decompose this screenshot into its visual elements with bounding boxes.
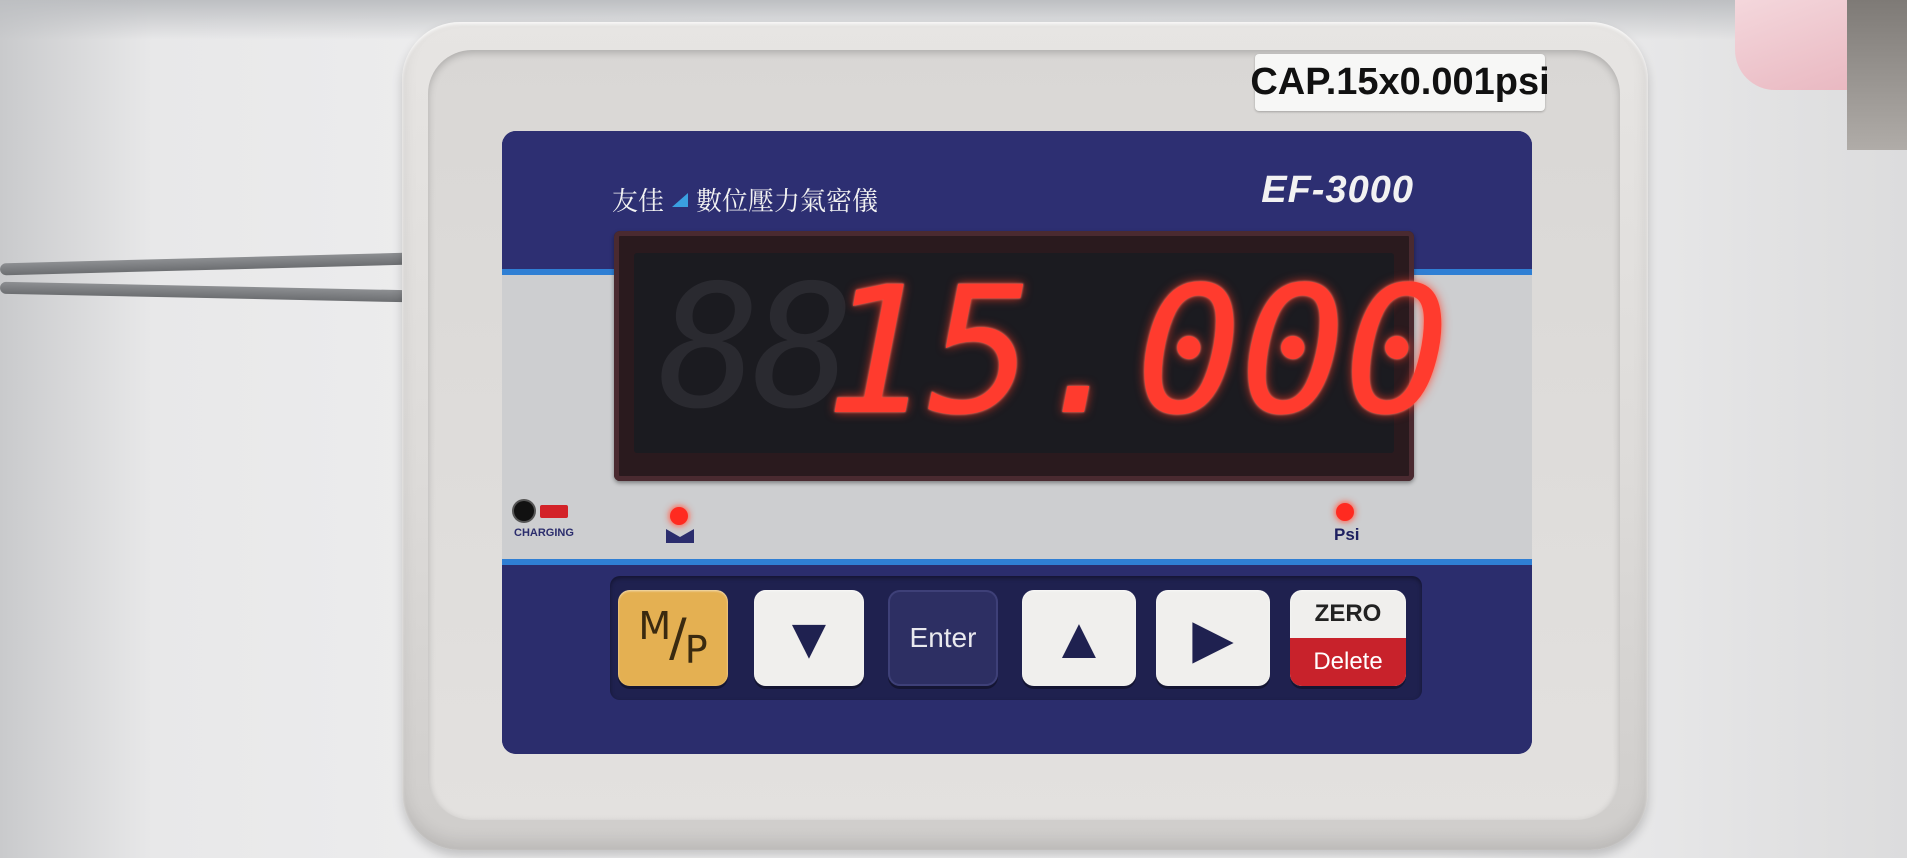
device-title: 數位壓力氣密儀 [696,187,879,217]
cable-1 [0,253,410,276]
zero-delete-button[interactable] [1290,590,1406,686]
battery-icon [540,505,568,518]
enter-label: Enter [909,622,977,653]
stable-led [670,507,688,525]
zero-label: ZERO [1314,600,1382,627]
enter-button[interactable] [888,590,998,686]
model-number: EF-3000 [1261,169,1414,211]
brand-logo-icon [672,193,688,207]
capacity-label: CAP.15x0.001psi [1255,54,1545,111]
cable-2 [0,282,410,303]
charging-led [514,501,534,521]
right-arrow-icon: ▶ [1192,608,1234,669]
psi-led [1336,503,1354,521]
stable-icon [666,529,694,543]
led-display [614,231,1448,481]
led-display-window [634,249,1448,454]
unlit-digit: 8 [658,249,761,447]
delete-label: Delete [1290,638,1406,686]
brand-name: 友佳 [612,187,665,217]
mp-key-slash: / [669,608,687,668]
background-dark-object [1847,0,1907,150]
front-panel [502,131,1532,754]
brand-title [612,181,878,218]
down-button[interactable] [754,590,864,686]
mp-key-p: P [684,628,708,672]
up-button[interactable] [1022,590,1136,686]
background-pink-object [1735,0,1855,90]
keypad [610,576,1422,700]
unlit-digit: 8 [752,249,855,447]
pressure-reading: 15.000 [824,249,1448,454]
up-arrow-icon: ▲ [1050,605,1108,671]
right-button[interactable] [1156,590,1270,686]
charging-label: CHARGING [514,527,574,539]
mp-button[interactable] [618,590,728,686]
down-arrow-icon: ▼ [780,605,838,671]
unit-label: Psi [1334,525,1360,544]
mp-key-m: M [638,604,672,648]
